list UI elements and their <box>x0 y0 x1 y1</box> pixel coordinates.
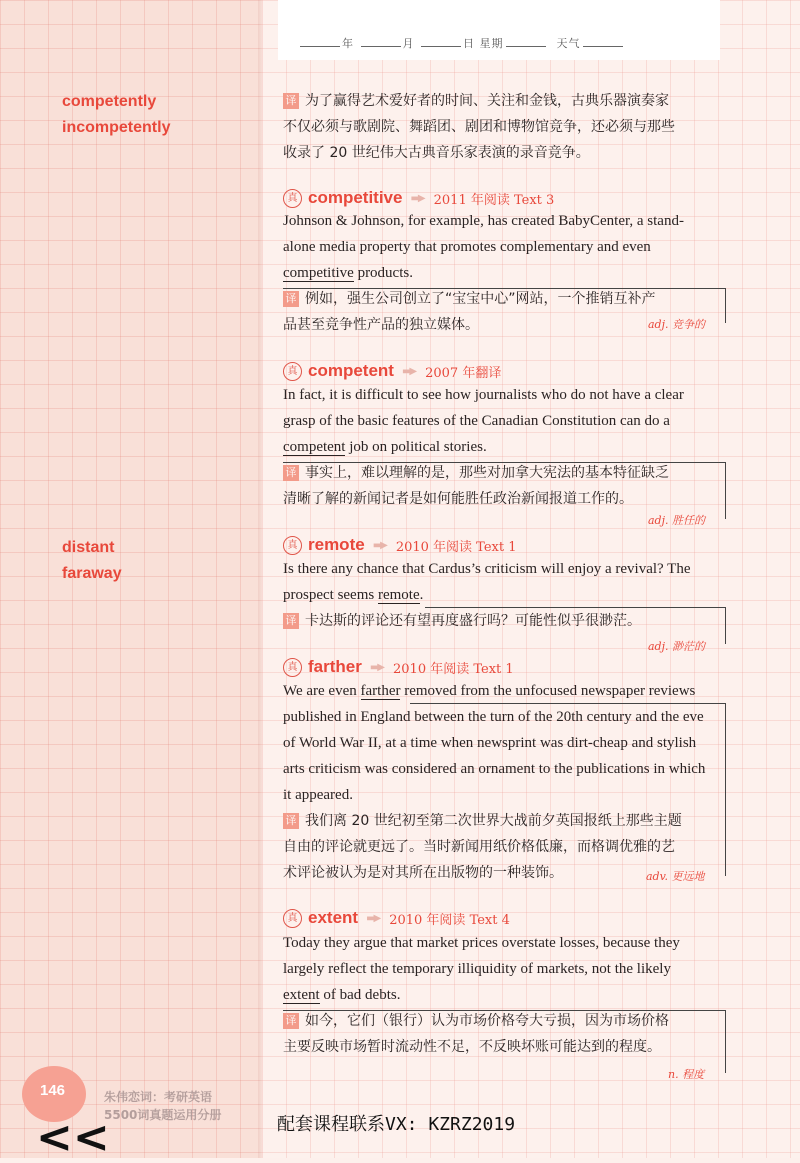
sidebar-word: faraway <box>62 565 122 582</box>
gloss-label: adv. 更远地 <box>646 870 705 883</box>
example-sentence <box>283 930 719 1008</box>
sentence-line: alone media property that promotes complementary and even <box>283 239 651 255</box>
example-sentence <box>283 208 719 286</box>
zhen-icon: 真 <box>283 362 302 381</box>
arrow-icon: ▬▶ <box>401 365 416 377</box>
sentence-fragment: We are even <box>283 683 361 699</box>
entry-source: 2010 年阅读 Text 4 <box>389 912 510 928</box>
sentence-line <box>283 982 719 1008</box>
zhen-icon: 真 <box>283 189 302 208</box>
entry-word: farther <box>308 657 362 676</box>
page-number: 146 <box>40 1082 66 1099</box>
gloss-label: n. 程度 <box>668 1068 705 1081</box>
zhen-icon: 真 <box>283 536 302 555</box>
month-label: 月 <box>402 37 415 50</box>
translation-line: 不仅必须与歌剧院、舞蹈团、剧团和博物馆竞争，还必须与那些 <box>283 119 675 135</box>
translation-badge: 译 <box>283 465 299 481</box>
entry-head-farther <box>283 656 514 678</box>
translation-line: 品甚至竞争性产品的独立媒体。 <box>283 317 479 333</box>
sentence-line: Johnson & Johnson, for example, has created BabyCenter, a stand- <box>283 213 684 229</box>
book-title-line2: 5500词真题运用分册 <box>104 1108 222 1122</box>
keyword-underlined: competitive <box>283 265 354 281</box>
sentence-line: largely reflect the temporary illiquidity of markets, not the likely <box>283 961 671 977</box>
weekday-label: 星期 <box>479 37 504 50</box>
sentence-line: Today they argue that market prices overstate losses, because they <box>283 935 680 951</box>
sentence-line <box>283 260 719 286</box>
sentence-fragment: prospect seems <box>283 587 378 603</box>
keyword-underlined: extent <box>283 987 320 1003</box>
sentence-line <box>283 434 719 460</box>
sentence-line: of World War II, at a time when newsprint was dirt-cheap and stylish <box>283 735 697 751</box>
entry-source: 2011 年阅读 Text 3 <box>433 192 555 208</box>
entry-head-competitive <box>283 187 554 209</box>
example-sentence <box>283 556 719 608</box>
entry-word: remote <box>308 535 365 554</box>
day-label: 日 <box>463 37 475 50</box>
translation-badge: 译 <box>283 1013 299 1029</box>
sentence-line: grasp of the basic features of the Canadian Constitution can do a <box>283 413 670 429</box>
translation-badge: 译 <box>283 613 299 629</box>
bracket-line <box>410 703 726 876</box>
year-label: 年 <box>342 37 354 50</box>
bracket-line <box>283 1010 726 1073</box>
entry-head-remote <box>283 534 517 556</box>
weather-label: 天气 <box>556 37 581 50</box>
translation-line: 收录了 20 世纪伟大古典音乐家表演的录音竞争。 <box>283 145 590 161</box>
sentence-fragment: of bad debts. <box>319 987 401 1003</box>
top-translation <box>283 88 723 166</box>
sidebar-word: distant <box>62 539 115 556</box>
sentence-line: it appeared. <box>283 787 353 803</box>
gloss-label: adj. 胜任的 <box>648 514 706 527</box>
translation-line: 术评论被认为是对其所在出版物的一种装饰。 <box>283 865 563 881</box>
translation-badge: 译 <box>283 291 299 307</box>
arrow-icon: ▬▶ <box>366 912 380 924</box>
translation-line: 主要反映市场暂时流动性不足，不反映坏账可能达到的程度。 <box>283 1039 661 1055</box>
diary-header-fields <box>298 35 625 51</box>
translation-line: 为了赢得艺术爱好者的时间、关注和金钱，古典乐器演奏家 <box>305 93 669 109</box>
translation-badge: 译 <box>283 93 299 109</box>
entry-source: 2010 年阅读 Text 1 <box>395 539 517 555</box>
left-margin-panel <box>0 0 262 1163</box>
example-sentence <box>283 382 719 460</box>
entry-word: extent <box>308 908 359 927</box>
zhen-icon: 真 <box>283 909 302 928</box>
translation-line: 例如，强生公司创立了“宝宝中心”网站，一个推销互补产 <box>305 291 656 307</box>
sentence-fragment: job on political stories. <box>345 439 487 455</box>
translation-line: 卡达斯的评论还有望再度盛行吗？可能性似乎很渺茫。 <box>305 613 641 629</box>
entry-source: 2007 年翻译 <box>425 365 502 381</box>
diary-header <box>278 0 720 60</box>
entry-word: competent <box>308 361 394 380</box>
sentence-line: arts criticism was considered an ornament to the publications in which <box>283 761 706 777</box>
book-title-line1: 朱伟恋词：考研英语 <box>104 1090 213 1104</box>
keyword-underlined: competent <box>283 439 346 455</box>
sentence-line: published in England between the turn of the 20th century and the eve <box>283 709 704 725</box>
back-chevron-icon[interactable]: << <box>36 1112 110 1163</box>
bracket-line <box>283 462 726 519</box>
zhen-icon: 真 <box>283 658 302 677</box>
entry-head-competent <box>283 360 501 382</box>
arrow-icon: ▬▶ <box>372 539 386 551</box>
translation-line: 我们离 20 世纪初至第二次世界大战前夕英国报纸上那些主题 <box>305 813 682 829</box>
translation-line: 清晰了解的新闻记者是如何能胜任政治新闻报道工作的。 <box>283 491 633 507</box>
translation-line: 如今，它们（银行）认为市场价格夸大亏损，因为市场价格 <box>305 1013 669 1029</box>
gloss-label: adj. 渺茫的 <box>648 640 706 653</box>
translation-badge: 译 <box>283 813 299 829</box>
sidebar-word: incompetently <box>62 119 171 136</box>
promo-text: 配套课程联系VX: KZRZ2019 <box>277 1114 516 1135</box>
arrow-icon: ▬▶ <box>410 192 424 204</box>
sentence-line: Is there any chance that Cardus’s criticism will enjoy a revival? The <box>283 561 691 577</box>
translation-line: 事实上，难以理解的是，那些对加拿大宪法的基本特征缺乏 <box>305 465 669 481</box>
sentence-line <box>283 678 719 704</box>
sentence-line: In fact, it is difficult to see how journalists who do not have a clear <box>283 387 684 403</box>
sentence-line <box>283 582 719 608</box>
sentence-fragment: . <box>419 587 424 603</box>
sentence-fragment: products. <box>353 265 413 281</box>
entry-word: competitive <box>308 188 403 207</box>
keyword-underlined: remote <box>377 587 420 603</box>
gloss-label: adj. 竞争的 <box>648 318 706 331</box>
keyword-underlined: farther <box>360 683 401 699</box>
arrow-icon: ▬▶ <box>369 661 383 673</box>
entry-head-extent <box>283 907 510 929</box>
sidebar-word: competently <box>62 93 157 110</box>
translation-line: 自由的评论就更远了。当时新闻用纸价格低廉，而格调优雅的艺 <box>283 839 675 855</box>
entry-source: 2010 年阅读 Text 1 <box>393 661 514 677</box>
sentence-fragment: removed from the unfocused newspaper reviews <box>400 683 696 699</box>
